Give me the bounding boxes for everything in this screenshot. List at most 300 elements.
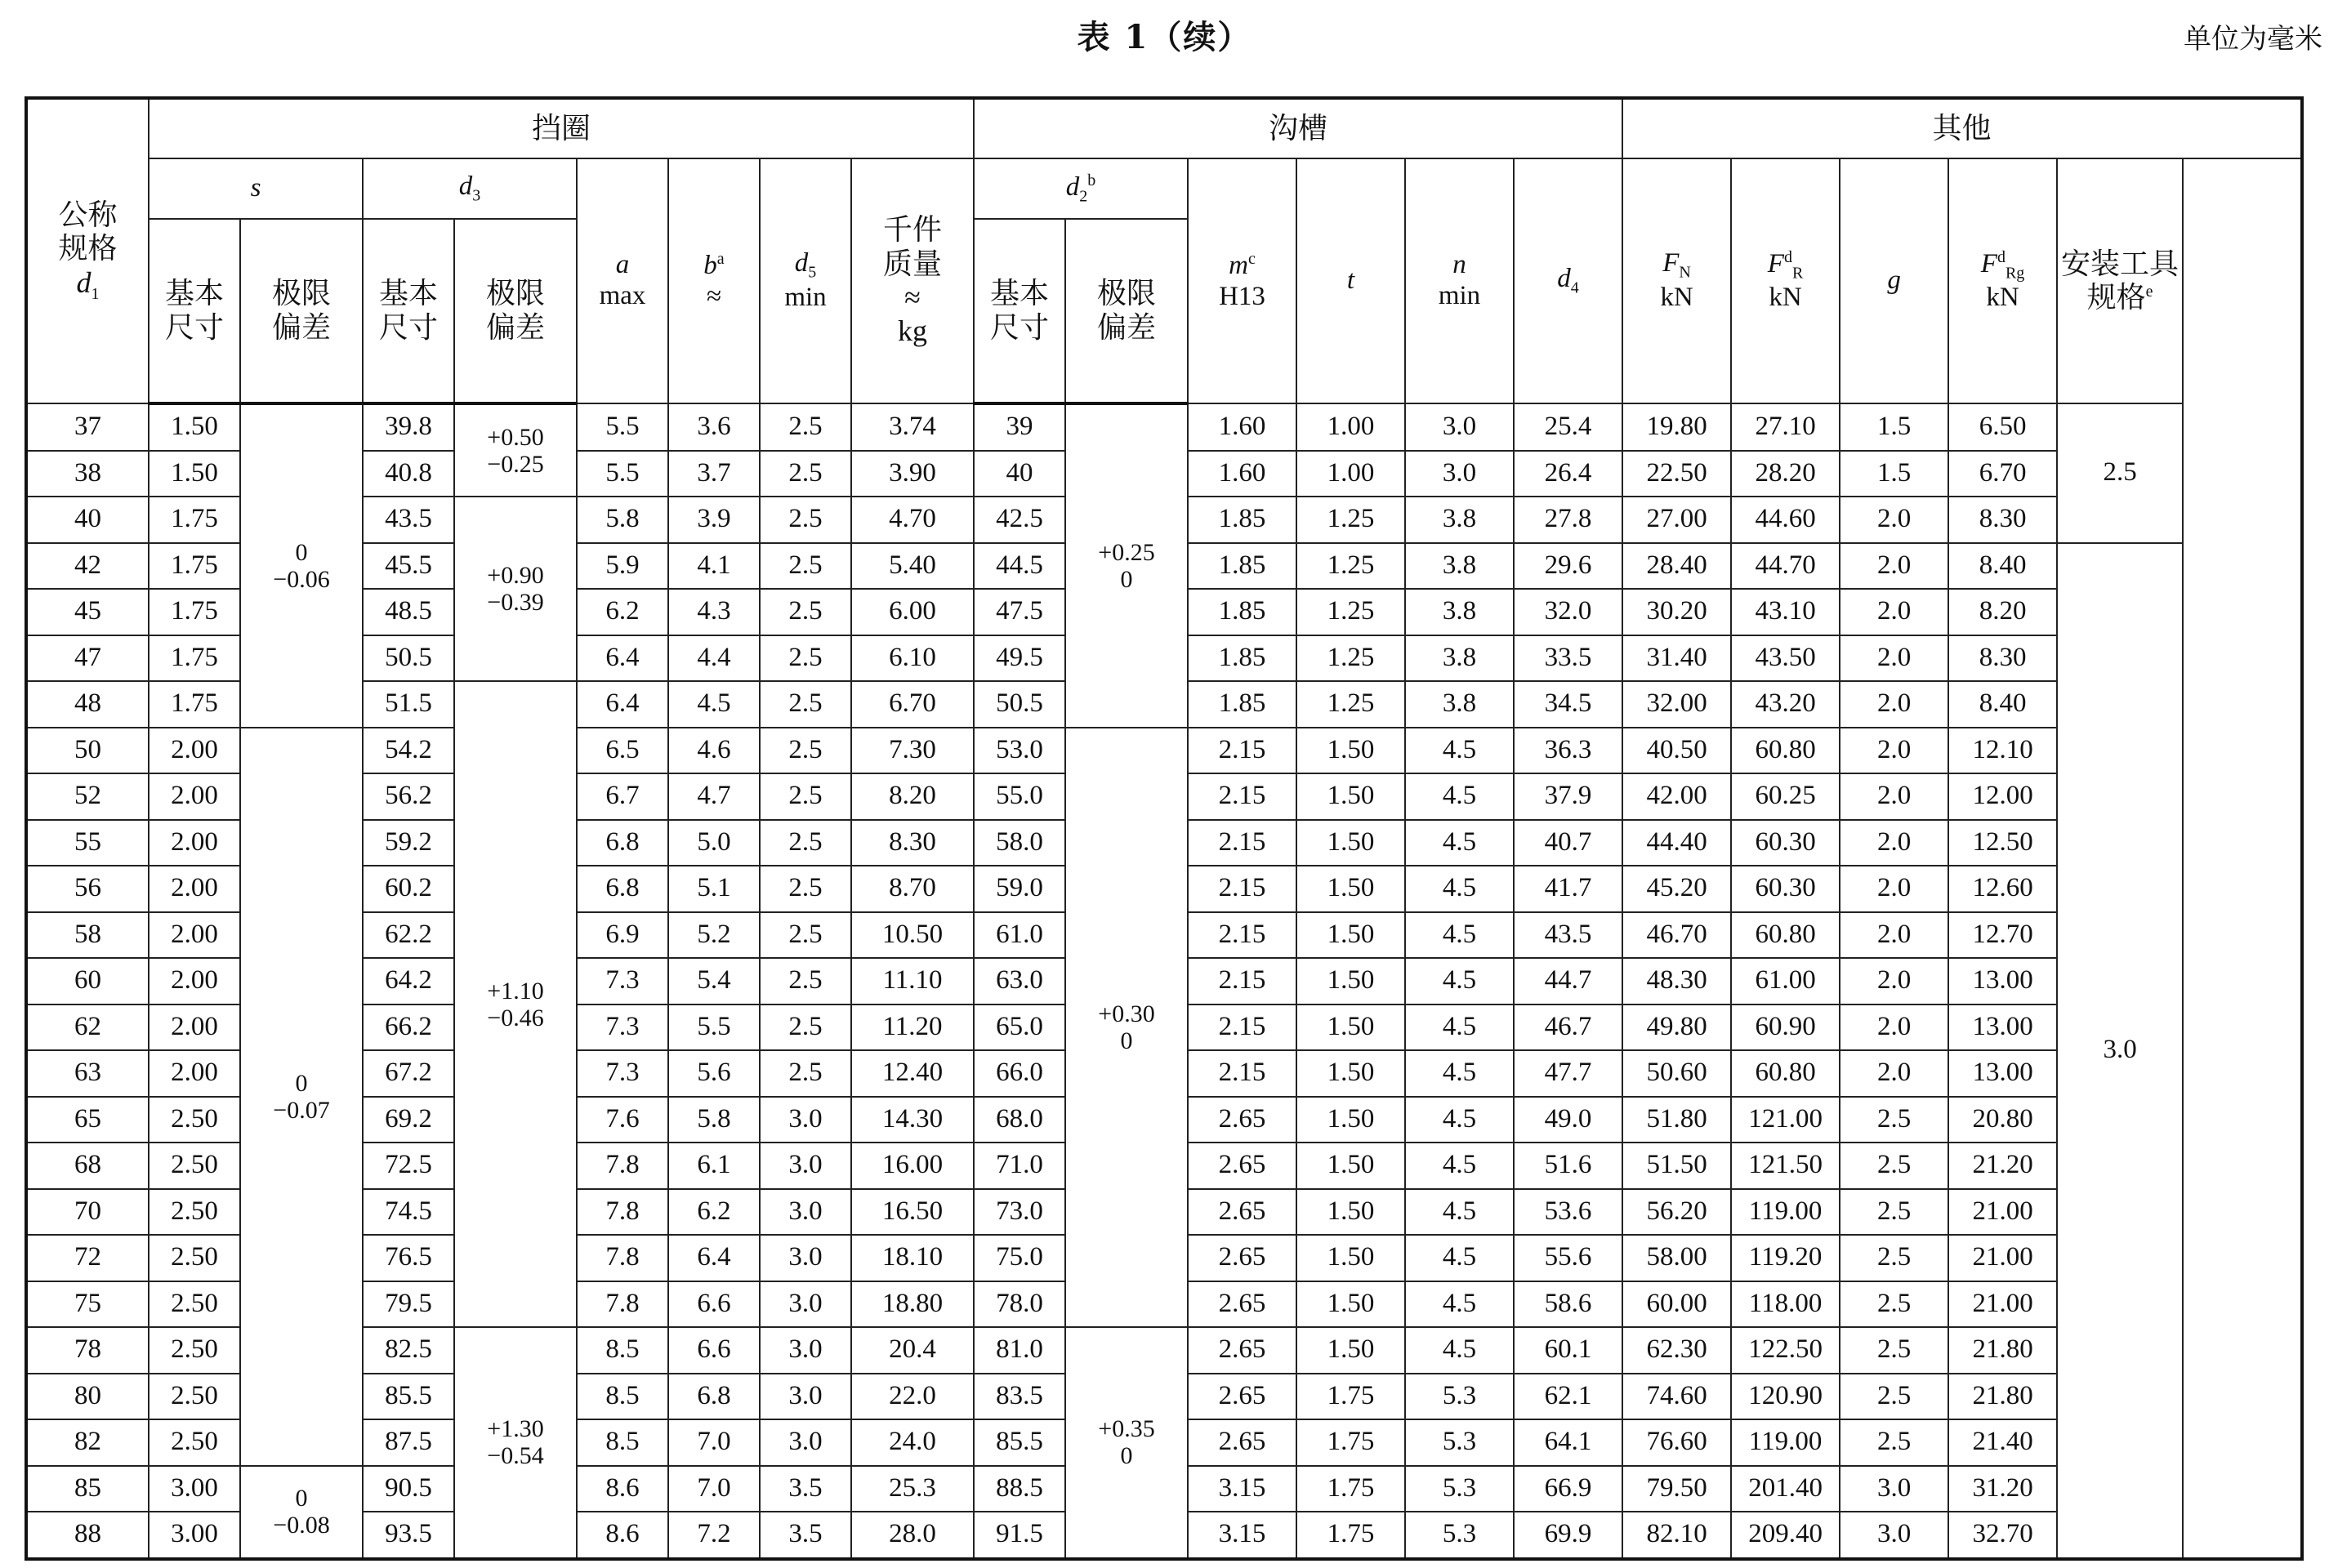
cell-fr: 118.00	[1731, 1281, 1840, 1328]
cell-d5: 2.5	[760, 1004, 851, 1051]
cell-mass: 3.74	[851, 403, 974, 451]
cell-frg: 13.00	[1948, 1004, 2057, 1051]
cell-fr: 119.00	[1731, 1419, 1840, 1466]
cell-b: 6.6	[668, 1281, 760, 1328]
cell-n: 3.8	[1405, 635, 1514, 682]
cell-mass: 6.70	[851, 681, 974, 728]
cell-d2: 55.0	[974, 773, 1065, 820]
cell-a: 7.8	[577, 1143, 668, 1189]
cell-d2: 40	[974, 451, 1065, 497]
cell-d1: 42	[26, 543, 149, 590]
cell-d5: 3.0	[760, 1143, 851, 1189]
cell-a: 8.6	[577, 1512, 668, 1559]
cell-d4: 26.4	[1514, 451, 1622, 497]
cell-d2: 78.0	[974, 1281, 1065, 1328]
cell-a: 7.8	[577, 1189, 668, 1236]
cell-s: 1.75	[149, 635, 240, 682]
cell-d1: 70	[26, 1189, 149, 1236]
cell-fn: 31.40	[1622, 635, 1731, 682]
cell-a: 6.9	[577, 912, 668, 959]
cell-d3-tolerance: +1.30 −0.54	[454, 1327, 577, 1559]
cell-mass: 16.50	[851, 1189, 974, 1236]
cell-d1: 50	[26, 728, 149, 774]
cell-d4: 41.7	[1514, 866, 1622, 912]
cell-b: 4.4	[668, 635, 760, 682]
cell-n: 4.5	[1405, 1143, 1514, 1189]
cell-m: 2.65	[1188, 1281, 1296, 1328]
cell-d3: 90.5	[363, 1466, 454, 1512]
cell-d2: 91.5	[974, 1512, 1065, 1559]
cell-d2: 39	[974, 403, 1065, 451]
cell-n: 4.5	[1405, 728, 1514, 774]
cell-d3-tolerance: +0.50 −0.25	[454, 403, 577, 497]
cell-d5: 3.0	[760, 1097, 851, 1143]
cell-t: 1.75	[1296, 1419, 1405, 1466]
cell-frg: 8.40	[1948, 543, 2057, 590]
cell-t: 1.50	[1296, 866, 1405, 912]
cell-frg: 8.20	[1948, 589, 2057, 635]
cell-s: 2.50	[149, 1419, 240, 1466]
cell-t: 1.75	[1296, 1466, 1405, 1512]
cell-g: 2.5	[1840, 1143, 1948, 1189]
cell-m: 2.15	[1188, 1004, 1296, 1051]
cell-d2: 63.0	[974, 958, 1065, 1004]
cell-mass: 12.40	[851, 1050, 974, 1097]
cell-b: 5.5	[668, 1004, 760, 1051]
cell-m: 2.65	[1188, 1327, 1296, 1374]
cell-g: 2.5	[1840, 1419, 1948, 1466]
cell-d2: 44.5	[974, 543, 1065, 590]
cell-g: 2.5	[1840, 1327, 1948, 1374]
cell-n: 3.8	[1405, 543, 1514, 590]
cell-s: 2.50	[149, 1374, 240, 1420]
cell-s: 2.50	[149, 1281, 240, 1328]
cell-m: 2.15	[1188, 728, 1296, 774]
header-fn: $F_N$ kN	[1622, 158, 1731, 403]
cell-d2: 68.0	[974, 1097, 1065, 1143]
cell-t: 1.75	[1296, 1512, 1405, 1559]
cell-tool-size: 2.5	[2057, 403, 2183, 543]
cell-d1: 72	[26, 1235, 149, 1281]
cell-n: 3.8	[1405, 497, 1514, 543]
cell-d3: 93.5	[363, 1512, 454, 1559]
cell-g: 2.0	[1840, 773, 1948, 820]
cell-d3: 56.2	[363, 773, 454, 820]
cell-s: 3.00	[149, 1512, 240, 1559]
header-mass: 千件 质量 ≈ kg	[851, 158, 974, 403]
cell-a: 6.4	[577, 635, 668, 682]
cell-d2: 71.0	[974, 1143, 1065, 1189]
cell-d4: 29.6	[1514, 543, 1622, 590]
cell-s-tolerance: 0 −0.06	[240, 403, 363, 728]
cell-d5: 2.5	[760, 1050, 851, 1097]
cell-t: 1.50	[1296, 958, 1405, 1004]
cell-d2: 47.5	[974, 589, 1065, 635]
cell-g: 1.5	[1840, 451, 1948, 497]
cell-fn: 60.00	[1622, 1281, 1731, 1328]
cell-t: 1.50	[1296, 820, 1405, 866]
cell-g: 2.0	[1840, 1004, 1948, 1051]
cell-mass: 25.3	[851, 1466, 974, 1512]
cell-fr: 119.20	[1731, 1235, 1840, 1281]
cell-g: 2.5	[1840, 1235, 1948, 1281]
header-a: a max	[577, 158, 668, 403]
cell-b: 7.2	[668, 1512, 760, 1559]
cell-mass: 22.0	[851, 1374, 974, 1420]
cell-d3: 45.5	[363, 543, 454, 590]
cell-d1: 60	[26, 958, 149, 1004]
cell-a: 7.8	[577, 1281, 668, 1328]
cell-g: 3.0	[1840, 1466, 1948, 1512]
cell-mass: 8.30	[851, 820, 974, 866]
cell-m: 1.85	[1188, 681, 1296, 728]
cell-s: 2.00	[149, 958, 240, 1004]
cell-d3: 67.2	[363, 1050, 454, 1097]
cell-d3: 72.5	[363, 1143, 454, 1189]
cell-d2-tolerance: +0.25 0	[1065, 403, 1188, 728]
cell-t: 1.50	[1296, 773, 1405, 820]
cell-d4: 40.7	[1514, 820, 1622, 866]
cell-frg: 12.10	[1948, 728, 2057, 774]
cell-a: 7.8	[577, 1235, 668, 1281]
cell-m: 2.15	[1188, 958, 1296, 1004]
cell-fr: 27.10	[1731, 403, 1840, 451]
cell-fr: 44.70	[1731, 543, 1840, 590]
cell-g: 2.0	[1840, 681, 1948, 728]
cell-d4: 62.1	[1514, 1374, 1622, 1420]
cell-n: 4.5	[1405, 866, 1514, 912]
cell-fr: 43.10	[1731, 589, 1840, 635]
cell-n: 3.0	[1405, 451, 1514, 497]
cell-d3: 39.8	[363, 403, 454, 451]
cell-frg: 8.30	[1948, 635, 2057, 682]
cell-d1: 62	[26, 1004, 149, 1051]
cell-d4: 44.7	[1514, 958, 1622, 1004]
cell-d2: 61.0	[974, 912, 1065, 959]
cell-d1: 85	[26, 1466, 149, 1512]
cell-d3: 43.5	[363, 497, 454, 543]
header-m: $m^c$ H13	[1188, 158, 1296, 403]
cell-d1: 52	[26, 773, 149, 820]
cell-d4: 43.5	[1514, 912, 1622, 959]
cell-d3: 48.5	[363, 589, 454, 635]
cell-d4: 49.0	[1514, 1097, 1622, 1143]
header-d4: $d_4$	[1514, 158, 1622, 403]
cell-b: 4.5	[668, 681, 760, 728]
cell-m: 2.65	[1188, 1189, 1296, 1236]
header-s-limit: 极限 偏差	[240, 219, 363, 403]
cell-m: 2.65	[1188, 1097, 1296, 1143]
cell-a: 5.5	[577, 451, 668, 497]
cell-fr: 201.40	[1731, 1466, 1840, 1512]
cell-fr: 43.50	[1731, 635, 1840, 682]
cell-frg: 21.00	[1948, 1189, 2057, 1236]
cell-frg: 12.50	[1948, 820, 2057, 866]
cell-m: 2.15	[1188, 912, 1296, 959]
cell-d1: 37	[26, 403, 149, 451]
cell-fn: 27.00	[1622, 497, 1731, 543]
cell-frg: 12.00	[1948, 773, 2057, 820]
cell-d5: 2.5	[760, 589, 851, 635]
cell-n: 4.5	[1405, 958, 1514, 1004]
header-d3: $d_3$	[363, 158, 577, 219]
cell-d2: 85.5	[974, 1419, 1065, 1466]
cell-mass: 8.20	[851, 773, 974, 820]
cell-s: 1.50	[149, 403, 240, 451]
cell-m: 2.65	[1188, 1374, 1296, 1420]
cell-d1: 45	[26, 589, 149, 635]
cell-g: 3.0	[1840, 1512, 1948, 1559]
cell-b: 6.1	[668, 1143, 760, 1189]
header-d3-basic: 基本 尺寸	[363, 219, 454, 403]
cell-n: 3.0	[1405, 403, 1514, 451]
cell-d5: 3.0	[760, 1189, 851, 1236]
cell-t: 1.50	[1296, 1235, 1405, 1281]
cell-d3: 62.2	[363, 912, 454, 959]
cell-frg: 21.80	[1948, 1374, 2057, 1420]
header-group-ring: 挡圈	[149, 98, 974, 158]
cell-a: 6.2	[577, 589, 668, 635]
cell-fr: 60.80	[1731, 728, 1840, 774]
cell-s: 2.50	[149, 1143, 240, 1189]
cell-a: 8.5	[577, 1327, 668, 1374]
header-group-groove: 沟槽	[974, 98, 1622, 158]
cell-b: 3.6	[668, 403, 760, 451]
cell-frg: 20.80	[1948, 1097, 2057, 1143]
cell-b: 5.6	[668, 1050, 760, 1097]
cell-n: 3.8	[1405, 589, 1514, 635]
cell-mass: 16.00	[851, 1143, 974, 1189]
cell-b: 5.4	[668, 958, 760, 1004]
cell-frg: 21.80	[1948, 1327, 2057, 1374]
cell-d4: 25.4	[1514, 403, 1622, 451]
header-d5: $d_5$ min	[760, 158, 851, 403]
cell-mass: 7.30	[851, 728, 974, 774]
cell-d4: 58.6	[1514, 1281, 1622, 1328]
table-row	[26, 403, 2302, 451]
cell-d1: 88	[26, 1512, 149, 1559]
cell-d1: 82	[26, 1419, 149, 1466]
cell-d2: 50.5	[974, 681, 1065, 728]
cell-d5: 2.5	[760, 958, 851, 1004]
cell-a: 5.8	[577, 497, 668, 543]
cell-a: 6.4	[577, 681, 668, 728]
cell-fr: 121.50	[1731, 1143, 1840, 1189]
cell-fn: 44.40	[1622, 820, 1731, 866]
cell-d5: 3.0	[760, 1281, 851, 1328]
cell-b: 7.0	[668, 1466, 760, 1512]
cell-n: 4.5	[1405, 1281, 1514, 1328]
cell-t: 1.50	[1296, 1143, 1405, 1189]
cell-n: 4.5	[1405, 1097, 1514, 1143]
cell-fr: 60.30	[1731, 866, 1840, 912]
cell-b: 6.8	[668, 1374, 760, 1420]
cell-m: 2.65	[1188, 1419, 1296, 1466]
cell-d2: 83.5	[974, 1374, 1065, 1420]
unit-note: 单位为毫米	[2184, 23, 2322, 56]
header-b: $b^a$ ≈	[668, 158, 760, 403]
cell-d2: 73.0	[974, 1189, 1065, 1236]
cell-s: 2.00	[149, 912, 240, 959]
cell-fn: 56.20	[1622, 1189, 1731, 1236]
cell-frg: 12.70	[1948, 912, 2057, 959]
cell-d4: 46.7	[1514, 1004, 1622, 1051]
cell-g: 2.0	[1840, 497, 1948, 543]
cell-t: 1.75	[1296, 1374, 1405, 1420]
cell-b: 4.7	[668, 773, 760, 820]
cell-fr: 209.40	[1731, 1512, 1840, 1559]
cell-d4: 47.7	[1514, 1050, 1622, 1097]
cell-tool-size: 3.0	[2057, 543, 2183, 1559]
header-s: s	[149, 158, 363, 219]
cell-m: 2.15	[1188, 866, 1296, 912]
cell-n: 5.3	[1405, 1419, 1514, 1466]
header-group-other: 其他	[1622, 98, 2302, 158]
cell-d4: 37.9	[1514, 773, 1622, 820]
cell-fr: 60.80	[1731, 1050, 1840, 1097]
cell-b: 5.8	[668, 1097, 760, 1143]
cell-d4: 36.3	[1514, 728, 1622, 774]
cell-b: 4.1	[668, 543, 760, 590]
cell-b: 6.6	[668, 1327, 760, 1374]
cell-s: 2.50	[149, 1097, 240, 1143]
cell-d2: 42.5	[974, 497, 1065, 543]
cell-d1: 65	[26, 1097, 149, 1143]
cell-d3: 87.5	[363, 1419, 454, 1466]
cell-d5: 2.5	[760, 820, 851, 866]
cell-d1: 56	[26, 866, 149, 912]
cell-m: 1.85	[1188, 589, 1296, 635]
cell-d3: 82.5	[363, 1327, 454, 1374]
cell-d4: 64.1	[1514, 1419, 1622, 1466]
cell-d3: 40.8	[363, 451, 454, 497]
cell-g: 2.5	[1840, 1097, 1948, 1143]
cell-g: 2.5	[1840, 1374, 1948, 1420]
cell-fn: 62.30	[1622, 1327, 1731, 1374]
cell-fn: 58.00	[1622, 1235, 1731, 1281]
table-row	[26, 728, 2302, 774]
cell-d2: 53.0	[974, 728, 1065, 774]
cell-d1: 68	[26, 1143, 149, 1189]
cell-g: 2.0	[1840, 635, 1948, 682]
cell-g: 2.0	[1840, 820, 1948, 866]
cell-fr: 43.20	[1731, 681, 1840, 728]
cell-mass: 24.0	[851, 1419, 974, 1466]
header-tool: 安装工具规格$^e$	[2057, 158, 2183, 403]
cell-t: 1.50	[1296, 912, 1405, 959]
cell-s-tolerance: 0 −0.07	[240, 728, 363, 1466]
cell-t: 1.50	[1296, 1281, 1405, 1328]
header-d2-limit: 极限 偏差	[1065, 219, 1188, 403]
cell-t: 1.25	[1296, 497, 1405, 543]
cell-d5: 3.0	[760, 1419, 851, 1466]
cell-mass: 28.0	[851, 1512, 974, 1559]
cell-t: 1.00	[1296, 403, 1405, 451]
cell-d5: 2.5	[760, 728, 851, 774]
cell-fr: 60.25	[1731, 773, 1840, 820]
cell-d2: 58.0	[974, 820, 1065, 866]
cell-frg: 31.20	[1948, 1466, 2057, 1512]
cell-fr: 44.60	[1731, 497, 1840, 543]
cell-d3: 69.2	[363, 1097, 454, 1143]
cell-d5: 3.0	[760, 1327, 851, 1374]
cell-m: 3.15	[1188, 1466, 1296, 1512]
cell-s: 2.00	[149, 728, 240, 774]
cell-d3: 64.2	[363, 958, 454, 1004]
cell-d3-tolerance: +0.90 −0.39	[454, 497, 577, 681]
cell-n: 4.5	[1405, 820, 1514, 866]
cell-d2: 88.5	[974, 1466, 1065, 1512]
cell-t: 1.25	[1296, 589, 1405, 635]
header-t: t	[1296, 158, 1405, 403]
cell-d1: 38	[26, 451, 149, 497]
cell-n: 4.5	[1405, 1004, 1514, 1051]
cell-fr: 122.50	[1731, 1327, 1840, 1374]
cell-n: 4.5	[1405, 1189, 1514, 1236]
cell-g: 2.0	[1840, 589, 1948, 635]
cell-d4: 33.5	[1514, 635, 1622, 682]
cell-b: 6.4	[668, 1235, 760, 1281]
cell-fn: 46.70	[1622, 912, 1731, 959]
cell-s: 2.50	[149, 1235, 240, 1281]
cell-m: 1.60	[1188, 451, 1296, 497]
cell-g: 2.0	[1840, 1050, 1948, 1097]
cell-d5: 2.5	[760, 681, 851, 728]
header-n: n min	[1405, 158, 1514, 403]
cell-d4: 55.6	[1514, 1235, 1622, 1281]
header-g: g	[1840, 158, 1948, 403]
cell-d5: 3.0	[760, 1235, 851, 1281]
cell-m: 2.65	[1188, 1143, 1296, 1189]
cell-d5: 2.5	[760, 866, 851, 912]
cell-g: 2.0	[1840, 728, 1948, 774]
cell-d5: 2.5	[760, 635, 851, 682]
cell-a: 5.9	[577, 543, 668, 590]
cell-d3: 60.2	[363, 866, 454, 912]
cell-fn: 74.60	[1622, 1374, 1731, 1420]
header-fr: $F^d_R$ kN	[1731, 158, 1840, 403]
cell-fr: 61.00	[1731, 958, 1840, 1004]
cell-m: 2.15	[1188, 1050, 1296, 1097]
cell-fn: 40.50	[1622, 728, 1731, 774]
cell-fr: 119.00	[1731, 1189, 1840, 1236]
cell-fn: 82.10	[1622, 1512, 1731, 1559]
cell-d1: 55	[26, 820, 149, 866]
cell-d2: 81.0	[974, 1327, 1065, 1374]
cell-b: 3.7	[668, 451, 760, 497]
cell-d4: 66.9	[1514, 1466, 1622, 1512]
cell-s: 2.00	[149, 820, 240, 866]
cell-frg: 13.00	[1948, 1050, 2057, 1097]
cell-d3: 74.5	[363, 1189, 454, 1236]
cell-a: 7.3	[577, 958, 668, 1004]
cell-g: 2.0	[1840, 866, 1948, 912]
cell-t: 1.50	[1296, 1050, 1405, 1097]
cell-frg: 21.00	[1948, 1281, 2057, 1328]
cell-d1: 40	[26, 497, 149, 543]
cell-mass: 11.10	[851, 958, 974, 1004]
cell-a: 6.8	[577, 866, 668, 912]
cell-d1: 80	[26, 1374, 149, 1420]
cell-fn: 42.00	[1622, 773, 1731, 820]
cell-s: 2.50	[149, 1327, 240, 1374]
header-d3-limit: 极限 偏差	[454, 219, 577, 403]
cell-d1: 58	[26, 912, 149, 959]
cell-fn: 30.20	[1622, 589, 1731, 635]
cell-frg: 21.00	[1948, 1235, 2057, 1281]
cell-d3: 59.2	[363, 820, 454, 866]
cell-fn: 51.50	[1622, 1143, 1731, 1189]
